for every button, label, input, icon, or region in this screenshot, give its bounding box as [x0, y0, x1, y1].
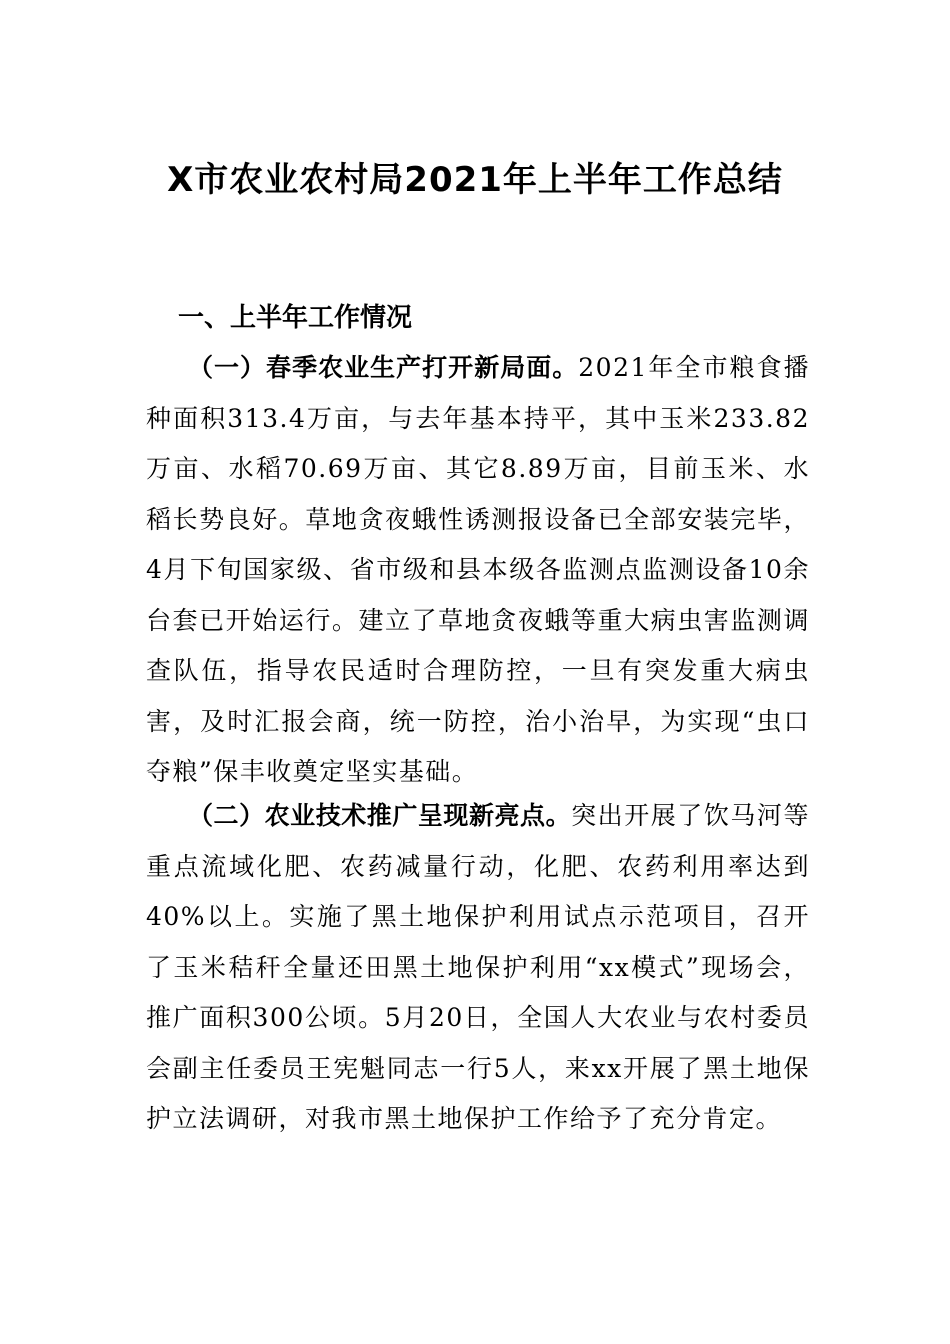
paragraph-lead: （一）春季农业生产打开新局面。: [188, 353, 579, 382]
paragraph-lead: （二）农业技术推广呈现新亮点。: [188, 801, 572, 830]
paragraph-tech-promotion: [146, 791, 810, 1145]
paragraph-spring-production: [146, 343, 810, 798]
paragraph-body: 突出开展了饮马河等重点流域化肥、农药减量行动，化肥、农药利用率达到40%以上。实施了黑土地保护利用试点示范项目，召开了玉米秸秆全量还田黑土地保护利用“xx模式”现场会，推广面积300公顷。5月20日，全国人大农业与农村委员会副主任委员王宪魁同志一行5人，来xx开展了黑土地保护立法调研，对我市黑土地保护工作给予了充分肯定。: [146, 801, 810, 1133]
section-heading: 一、上半年工作情况: [178, 303, 413, 333]
document-title: X市农业农村局2021年上半年工作总结: [167, 160, 783, 200]
paragraph-body: 2021年全市粮食播种面积313.4万亩，与去年基本持平，其中玉米233.82万亩、水稻70.69万亩、其它8.89万亩，目前玉米、水稻长势良好。草地贪夜蛾性诱测报设备已全部安装完毕，4月下旬国家级、省市级和县本级各监测点监测设备10余台套已开始运行。建立了草地贪夜蛾等重大病虫害监测调查队伍，指导农民适时合理防控，一旦有突发重大病虫害，及时汇报会商，统一防控，治小治早，为实现“虫口夺粮”保丰收奠定坚实基础。: [146, 353, 810, 786]
